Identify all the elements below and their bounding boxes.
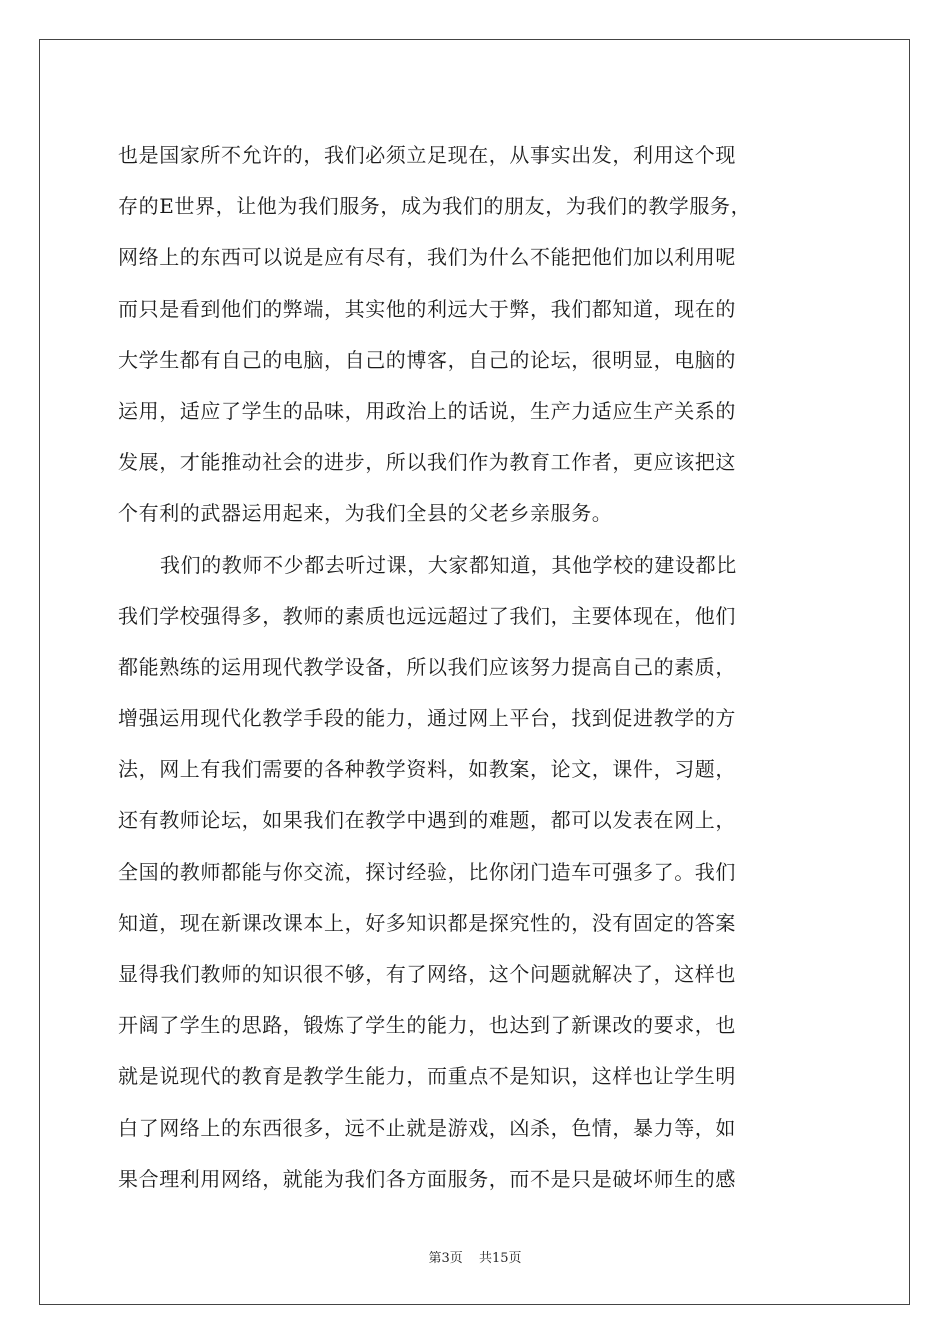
text-line: 显得我们教师的知识很不够，有了网络，这个问题就解决了，这样也 [118, 962, 736, 986]
text-line: 增强运用现代化教学手段的能力，通过网上平台，找到促进教学的方 [118, 706, 736, 731]
page-number: 第3页 [428, 1251, 463, 1266]
text-line: 也是国家所不允许的，我们必须立足现在，从事实出发，利用这个现 [118, 143, 736, 167]
text-line: 全国的教师都能与你交流，探讨经验，比你闭门造车可强多了。我们 [118, 859, 736, 884]
page-total: 共15页 [478, 1251, 522, 1266]
text-line: 存的E世界，让他为我们服务，成为我们的朋友，为我们的教学服务， [118, 194, 752, 219]
text-line: 开阔了学生的思路，锻炼了学生的能力，也达到了新课改的要求，也 [118, 1013, 736, 1038]
text-line: 果合理利用网络，就能为我们各方面服务，而不是只是破坏师生的感 [118, 1166, 736, 1191]
text-line: 发展，才能推动社会的进步，所以我们作为教育工作者，更应该把这 [118, 450, 736, 475]
page-footer [0, 1247, 950, 1266]
text-line: 网络上的东西可以说是应有尽有，我们为什么不能把他们加以利用呢 [118, 245, 736, 270]
text-line: 而只是看到他们的弊端，其实他的利远大于弊，我们都知道，现在的 [118, 296, 736, 321]
text-line: 还有教师论坛，如果我们在教学中遇到的难题，都可以发表在网上， [118, 808, 736, 833]
document-body [118, 130, 838, 1205]
text-line: 运用，适应了学生的品味，用政治上的话说，生产力适应生产关系的 [118, 398, 736, 423]
text-line: 白了网络上的东西很多，远不止就是游戏，凶杀，色情，暴力等，如 [118, 1115, 736, 1140]
text-line: 个有利的武器运用起来，为我们全县的父老乡亲服务。 [118, 501, 613, 526]
text-line: 知道，现在新课改课本上，好多知识都是探究性的，没有固定的答案 [118, 910, 736, 935]
text-line: 我们的教师不少都去听过课，大家都知道，其他学校的建设都比 [160, 552, 737, 577]
text-line: 都能熟练的运用现代教学设备，所以我们应该努力提高自己的素质， [118, 654, 736, 679]
text-line: 我们学校强得多，教师的素质也远远超过了我们，主要体现在，他们 [118, 603, 736, 628]
text-line: 法，网上有我们需要的各种教学资料，如教案，论文，课件，习题， [118, 757, 736, 782]
text-line: 就是说现代的教育是教学生能力，而重点不是知识，这样也让学生明 [118, 1064, 736, 1089]
text-line: 大学生都有自己的电脑，自己的博客，自己的论坛，很明显，电脑的 [118, 347, 736, 372]
